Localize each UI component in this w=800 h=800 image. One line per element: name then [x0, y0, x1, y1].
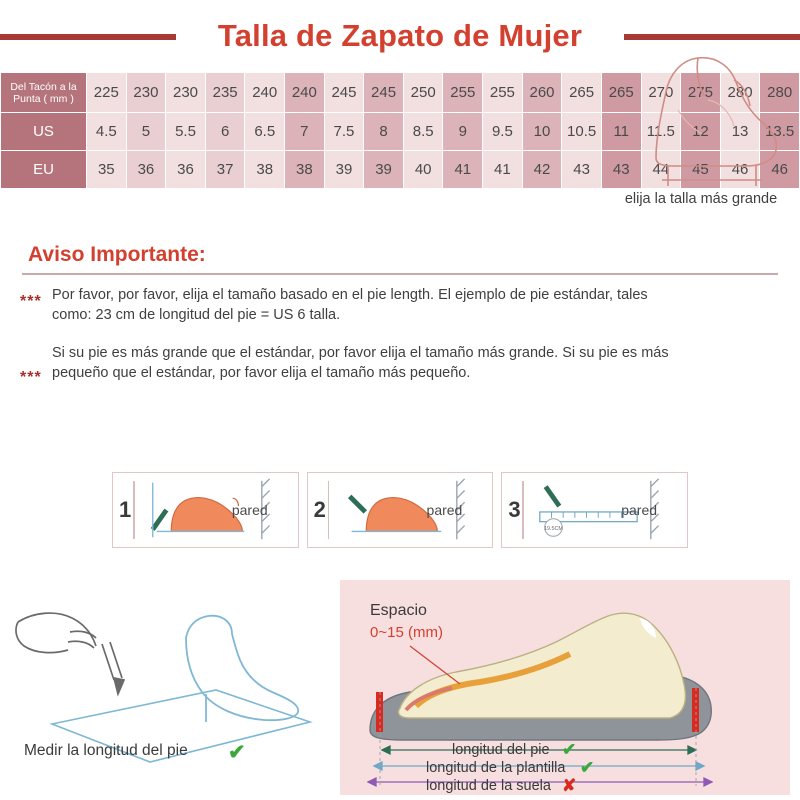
cell-us-16: 12: [681, 113, 721, 151]
cell-mm-8: 245: [364, 73, 404, 113]
step-3-ruler-icon: [502, 473, 687, 547]
cell-eu-15: 44: [641, 151, 681, 189]
step-3: [501, 472, 688, 548]
step-2: [307, 472, 494, 548]
cell-mm-15: 270: [641, 73, 681, 113]
row-label-us: US: [1, 113, 87, 151]
cell-mm-7: 245: [324, 73, 364, 113]
cell-eu-14: 43: [601, 151, 641, 189]
foot-side-view-icon: [638, 40, 788, 190]
step-2-wall-label: pared: [426, 502, 463, 518]
cell-eu-18: 46: [760, 151, 800, 189]
cell-us-1: 4.5: [87, 113, 127, 151]
cell-eu-3: 36: [166, 151, 206, 189]
svg-text:19.5CM: 19.5CM: [544, 525, 564, 532]
label-sole-length: longitud de la suela: [426, 778, 551, 794]
cell-us-2: 5: [126, 113, 166, 151]
space-label: Espacio: [370, 602, 427, 619]
notice-title: Aviso Importante:: [28, 243, 206, 266]
cell-eu-16: 45: [681, 151, 721, 189]
row-label-mm: [1, 73, 87, 113]
cell-eu-17: 46: [720, 151, 760, 189]
measuring-steps: [112, 472, 688, 548]
page-title: Talla de Zapato de Mujer: [206, 18, 594, 54]
notice-item-2: [0, 343, 800, 386]
cell-mm-16: 275: [681, 73, 721, 113]
cell-mm-2: 230: [126, 73, 166, 113]
cell-mm-9: 250: [403, 73, 443, 113]
cell-mm-11: 255: [483, 73, 523, 113]
notice-item-1: [0, 285, 800, 325]
row-label-mm-text: Del Tacón a la Punta ( mm ): [10, 80, 77, 105]
cell-mm-6: 240: [285, 73, 325, 113]
cell-mm-10: 255: [443, 73, 483, 113]
cell-eu-4: 37: [205, 151, 245, 189]
step-1-wall-label: pared: [231, 502, 268, 518]
step-2-foot-icon: [308, 473, 493, 547]
notice-divider: [22, 273, 778, 275]
cell-eu-6: 38: [285, 151, 325, 189]
asterisk-marker-2: ***: [20, 369, 42, 386]
cross-sole-length-icon: ✘: [562, 776, 577, 795]
step-3-number: 3: [508, 497, 521, 522]
measure-check-icon: ✔: [228, 741, 246, 764]
cell-us-4: 6: [205, 113, 245, 151]
row-label-eu: EU: [1, 151, 87, 189]
notice-section: [0, 243, 800, 386]
cell-mm-4: 235: [205, 73, 245, 113]
cell-eu-10: 41: [443, 151, 483, 189]
cell-eu-1: 35: [87, 151, 127, 189]
cell-mm-5: 240: [245, 73, 285, 113]
check-foot-length-icon: ✔: [562, 740, 577, 759]
cell-eu-12: 42: [522, 151, 562, 189]
asterisk-marker-1: ***: [20, 293, 42, 310]
step-2-number: 2: [313, 497, 326, 522]
cell-us-10: 9: [443, 113, 483, 151]
cell-eu-13: 43: [562, 151, 602, 189]
step-3-wall-label: pared: [621, 502, 658, 518]
step-1-number: 1: [119, 497, 132, 522]
label-foot-length: longitud del pie: [452, 742, 550, 758]
cell-eu-2: 36: [126, 151, 166, 189]
shoe-cross-section: [340, 580, 790, 795]
foot-caption: elija la talla más grande: [624, 191, 778, 207]
cell-us-7: 7.5: [324, 113, 364, 151]
cell-us-11: 9.5: [483, 113, 523, 151]
cell-us-15: 11.5: [641, 113, 681, 151]
cell-mm-3: 230: [166, 73, 206, 113]
cell-eu-9: 40: [403, 151, 443, 189]
cell-us-17: 13: [720, 113, 760, 151]
space-value: 0~15 (mm): [370, 624, 443, 641]
label-insole-length: longitud de la plantilla: [426, 760, 566, 776]
check-insole-length-icon: ✔: [580, 758, 595, 777]
cell-mm-12: 260: [522, 73, 562, 113]
cell-mm-13: 265: [562, 73, 602, 113]
cell-mm-17: 280: [720, 73, 760, 113]
cell-us-9: 8.5: [403, 113, 443, 151]
step-1: [112, 472, 299, 548]
notice-item-1-text: Por favor, por favor, elija el tamaño basado en el pie length. El ejemplo de pie estándar, tales como: 23 cm de longitud del pie = US 6 talla.: [52, 287, 648, 323]
step-1-foot-icon: [113, 473, 298, 547]
cell-us-18: 13.5: [760, 113, 800, 151]
measure-caption: Medir la longitud del pie: [24, 742, 188, 759]
cell-us-3: 5.5: [166, 113, 206, 151]
cell-eu-7: 39: [324, 151, 364, 189]
cell-mm-14: 265: [601, 73, 641, 113]
cell-us-5: 6.5: [245, 113, 285, 151]
title-bar-left: [0, 34, 176, 40]
cell-us-14: 11: [601, 113, 641, 151]
notice-item-2-text: Si su pie es más grande que el estándar, por favor elija el tamaño más grande. Si su pie es más pequeño que el estándar, por favor elija el tamaño más pequeño.: [52, 345, 669, 381]
cell-us-8: 8: [364, 113, 404, 151]
cell-eu-8: 39: [364, 151, 404, 189]
cell-us-12: 10: [522, 113, 562, 151]
cell-eu-11: 41: [483, 151, 523, 189]
cell-mm-18: 280: [760, 73, 800, 113]
cell-us-6: 7: [285, 113, 325, 151]
cell-eu-5: 38: [245, 151, 285, 189]
cell-mm-1: 225: [87, 73, 127, 113]
cell-us-13: 10.5: [562, 113, 602, 151]
